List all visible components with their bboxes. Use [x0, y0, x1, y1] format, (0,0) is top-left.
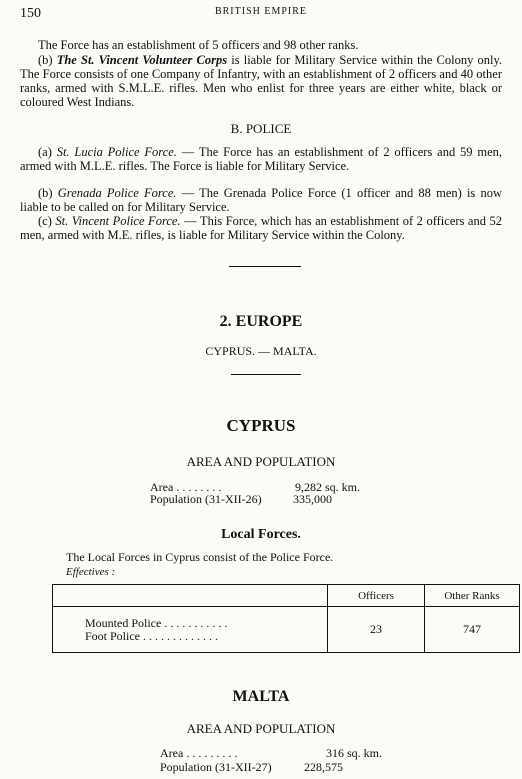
malta-pop-label: Population (31-XII-27) [160, 760, 272, 774]
stvincent-volunteer-paragraph: (b) The St. Vincent Volunteer Corps is liable for Military Service within the Colony only. The Force consists of one Company of Infantry, with an establishment of 2 officers and 40 other ranks, armed with S.M.L.E. rifles. Men who enlist for three years are either white, black or coloured West Indians. [20, 53, 503, 109]
divider-rule [229, 266, 301, 267]
cyprus-title: CYPRUS [226, 416, 296, 435]
section-b-heading: B. POLICE [230, 121, 292, 136]
cyprus-pop-label: Population (31-XII-26) [150, 492, 262, 506]
running-head: BRITISH EMPIRE [214, 6, 308, 17]
officers-value: 23 [328, 607, 425, 653]
malta-area-label: Area . . . . . . . . . [160, 746, 238, 760]
malta-area-value: 316 sq. km. [326, 746, 383, 760]
table-header-officers: Officers [328, 585, 425, 607]
cyprus-area-value: 9,282 sq. km. [295, 480, 361, 494]
cyprus-pop-value: 335,000 [293, 492, 332, 506]
police-item-c: (c) St. Vincent Police Force. — This Force, which has an establishment of 2 officers and 52 men, armed with M.E. rifles, is liable for Military Service within the Colony. [20, 214, 503, 242]
police-item-b: (b) Grenada Police Force. — The Grenada Police Force (1 officer and 88 men) is now liable to be called on for Military Service. [20, 186, 503, 214]
europe-heading: 2. EUROPE [219, 313, 303, 330]
effectives-table [52, 584, 520, 653]
table-row [53, 607, 520, 653]
page-number: 150 [20, 6, 41, 21]
divider-rule [231, 374, 301, 375]
effectives-label: Effectives : [66, 566, 116, 578]
local-forces-heading: Local Forces. [221, 527, 301, 542]
malta-area-heading: AREA AND POPULATION [186, 721, 336, 736]
row-label-foot-police: Foot Police . . . . . . . . . . . . . [85, 628, 219, 643]
intro-paragraph: The Force has an establishment of 5 officers and 98 other ranks. [38, 38, 359, 52]
malta-title: MALTA [232, 688, 290, 705]
europe-subheading: CYPRUS. — MALTA. [205, 344, 317, 358]
cyprus-area-heading: AREA AND POPULATION [186, 454, 336, 469]
table-row-labels [53, 607, 328, 653]
police-item-a: (a) St. Lucia Police Force. — The Force has an establishment of 2 officers and 59 men, armed with M.L.E. rifles. The Force is liable for Military Service. [20, 145, 503, 173]
table-header-cell [53, 585, 328, 607]
local-forces-text: The Local Forces in Cyprus consist of the Police Force. [66, 550, 334, 564]
malta-pop-value: 228,575 [304, 760, 343, 774]
other-ranks-value: 747 [425, 607, 520, 653]
table-header-other-ranks: Other Ranks [425, 585, 520, 607]
table-header-row [53, 585, 520, 607]
cyprus-area-label: Area . . . . . . . . [150, 480, 222, 494]
row-label-mounted-police: Mounted Police . . . . . . . . . . . [85, 615, 228, 630]
